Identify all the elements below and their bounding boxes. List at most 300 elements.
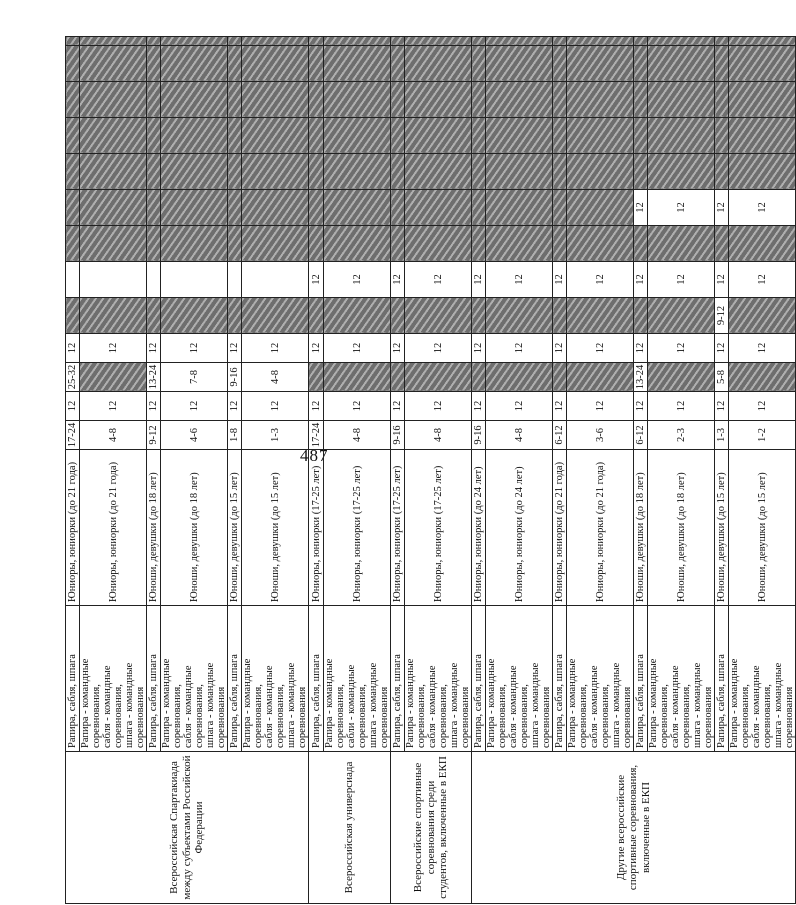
age-group-cell: Юноши, девушки (до 18 лет) xyxy=(648,450,715,606)
value-cell xyxy=(648,118,715,154)
value-cell: 1-8 xyxy=(228,421,242,450)
value-cell: 12 xyxy=(228,392,242,421)
value-cell: 4-6 xyxy=(161,421,228,450)
value-cell: 12 xyxy=(553,262,567,298)
value-cell xyxy=(147,154,161,190)
value-cell xyxy=(634,37,648,46)
value-cell xyxy=(309,363,324,392)
value-cell xyxy=(309,46,324,82)
value-cell xyxy=(472,118,486,154)
value-cell xyxy=(147,46,161,82)
discipline-line: Рапира, сабля, шпага xyxy=(473,654,484,748)
value-cell: 12 xyxy=(309,334,324,363)
classification-table xyxy=(65,36,796,904)
value-cell xyxy=(228,37,242,46)
discipline-line: сабля - командные соревнования, xyxy=(264,665,286,748)
value-cell: 12 xyxy=(567,392,634,421)
value-cell: 9-16 xyxy=(391,421,405,450)
value-cell xyxy=(405,154,472,190)
value-cell: 12 xyxy=(634,334,648,363)
value-cell xyxy=(391,46,405,82)
value-cell xyxy=(242,37,309,46)
value-cell xyxy=(309,118,324,154)
age-group-cell: Юноши, девушки (до 15 лет) xyxy=(729,450,796,606)
discipline-line: сабля - командные соревнования, xyxy=(102,665,124,748)
value-cell xyxy=(567,82,634,118)
value-cell xyxy=(242,298,309,334)
value-cell xyxy=(634,46,648,82)
value-cell: 4-8 xyxy=(405,421,472,450)
discipline-cell xyxy=(486,606,553,752)
value-cell: 12 xyxy=(729,392,796,421)
discipline-cell xyxy=(309,606,324,752)
value-cell xyxy=(147,298,161,334)
value-cell: 4-8 xyxy=(324,421,391,450)
value-cell xyxy=(715,37,729,46)
value-cell xyxy=(309,190,324,226)
value-cell xyxy=(228,46,242,82)
value-cell xyxy=(715,118,729,154)
age-group-cell: Юниоры, юниорки (17-25 лет) xyxy=(391,450,405,606)
value-cell xyxy=(242,46,309,82)
value-cell xyxy=(486,118,553,154)
value-cell xyxy=(729,118,796,154)
value-cell xyxy=(715,226,729,262)
value-cell: 12 xyxy=(729,190,796,226)
value-cell xyxy=(66,37,80,46)
value-cell: 12 xyxy=(634,262,648,298)
value-cell xyxy=(66,262,80,298)
discipline-line: шпага - командные соревнования xyxy=(449,662,471,748)
value-cell xyxy=(242,190,309,226)
discipline-cell xyxy=(634,606,648,752)
value-cell: 12 xyxy=(715,334,729,363)
value-cell xyxy=(242,262,309,298)
value-cell xyxy=(553,37,567,46)
value-cell xyxy=(553,298,567,334)
discipline-line: сабли - командные соревнования, xyxy=(346,664,368,748)
value-cell: 12 xyxy=(472,392,486,421)
value-cell xyxy=(634,298,648,334)
discipline-line: Рапира, сабля, шпага xyxy=(392,654,403,748)
value-cell: 9-12 xyxy=(715,298,729,334)
value-cell xyxy=(147,82,161,118)
discipline-line: Рапира - командные соревнования, xyxy=(324,658,346,748)
value-cell: 12 xyxy=(729,334,796,363)
discipline-line: шпага - командные соревнования xyxy=(205,662,227,748)
age-group-cell: Юноши, девушки (до 15 лет) xyxy=(715,450,729,606)
value-cell xyxy=(553,154,567,190)
discipline-line: Рапира - командные соревнования, xyxy=(486,658,508,748)
value-cell xyxy=(309,298,324,334)
value-cell xyxy=(391,363,405,392)
value-cell: 1-3 xyxy=(242,421,309,450)
category-cell: Другие всероссийские спортивные соревнования, включенные в ЕКП xyxy=(472,752,796,904)
value-cell xyxy=(66,118,80,154)
value-cell xyxy=(324,154,391,190)
value-cell: 12 xyxy=(309,262,324,298)
discipline-line: шпага - командные соревнования xyxy=(611,662,633,748)
value-cell: 12 xyxy=(324,392,391,421)
discipline-line: Рапира, сабля, шпага xyxy=(554,654,565,748)
value-cell: 17-24 xyxy=(309,421,324,450)
discipline-cell xyxy=(391,606,405,752)
age-group-cell: Юниоры, юниорки (17-25 лет) xyxy=(324,450,391,606)
discipline-line: Рапира - командные соревнования, xyxy=(80,658,102,748)
value-cell xyxy=(648,82,715,118)
value-cell xyxy=(324,46,391,82)
value-cell xyxy=(161,298,228,334)
value-cell xyxy=(391,118,405,154)
value-cell xyxy=(553,46,567,82)
value-cell xyxy=(391,154,405,190)
value-cell xyxy=(242,82,309,118)
value-cell xyxy=(648,298,715,334)
value-cell xyxy=(324,190,391,226)
value-cell xyxy=(553,190,567,226)
value-cell xyxy=(161,46,228,82)
value-cell xyxy=(161,37,228,46)
value-cell: 12 xyxy=(405,392,472,421)
value-cell xyxy=(242,226,309,262)
discipline-line: Рапира, сабля, шпага xyxy=(716,654,727,748)
value-cell xyxy=(80,118,147,154)
discipline-line: шпага - командные соревнования xyxy=(773,662,795,748)
value-cell: 12 xyxy=(715,392,729,421)
value-cell xyxy=(405,118,472,154)
value-cell: 12 xyxy=(242,334,309,363)
age-group-cell: Юниоры, юниорки (до 24 лет) xyxy=(472,450,486,606)
value-cell: 12 xyxy=(634,392,648,421)
value-cell xyxy=(486,82,553,118)
age-group-cell: Юниоры, юниорки (17-25 лет) xyxy=(405,450,472,606)
discipline-line: сабля - командные соревнования, xyxy=(670,665,692,748)
value-cell: 12 xyxy=(161,334,228,363)
value-cell: 12 xyxy=(486,262,553,298)
discipline-line: Рапира, сабля, шпага xyxy=(67,654,78,748)
value-cell xyxy=(147,226,161,262)
value-cell xyxy=(228,154,242,190)
discipline-line: сабля - командные соревнования, xyxy=(589,665,611,748)
value-cell: 12 xyxy=(391,392,405,421)
discipline-cell xyxy=(161,606,228,752)
value-cell xyxy=(486,37,553,46)
value-cell xyxy=(66,46,80,82)
value-cell xyxy=(648,226,715,262)
value-cell xyxy=(228,262,242,298)
value-cell xyxy=(648,154,715,190)
discipline-line: сабля - командные соревнования, xyxy=(183,665,205,748)
value-cell xyxy=(567,37,634,46)
value-cell: 4-8 xyxy=(242,363,309,392)
value-cell xyxy=(147,118,161,154)
discipline-line: Рапира - командные соревнования, xyxy=(567,658,589,748)
value-cell: 12 xyxy=(729,262,796,298)
value-cell xyxy=(80,190,147,226)
discipline-cell xyxy=(228,606,242,752)
value-cell xyxy=(715,82,729,118)
value-cell xyxy=(472,37,486,46)
discipline-line: Рапира, сабля, шпага xyxy=(635,654,646,748)
value-cell xyxy=(391,37,405,46)
discipline-line: сабля - командные соревнования, xyxy=(751,665,773,748)
value-cell: 12 xyxy=(405,334,472,363)
value-cell xyxy=(66,82,80,118)
table-row xyxy=(66,37,80,904)
value-cell xyxy=(405,46,472,82)
value-cell xyxy=(324,363,391,392)
value-cell xyxy=(648,363,715,392)
value-cell xyxy=(405,298,472,334)
page-number: 487 xyxy=(300,446,329,465)
value-cell: 12 xyxy=(648,190,715,226)
value-cell xyxy=(66,190,80,226)
value-cell xyxy=(242,118,309,154)
value-cell xyxy=(161,226,228,262)
value-cell xyxy=(567,190,634,226)
value-cell xyxy=(66,298,80,334)
discipline-line: Рапира - командные соревнования, xyxy=(242,658,264,748)
value-cell xyxy=(228,82,242,118)
value-cell: 12 xyxy=(648,334,715,363)
discipline-cell xyxy=(729,606,796,752)
value-cell xyxy=(405,363,472,392)
value-cell: 12 xyxy=(472,262,486,298)
discipline-cell xyxy=(66,606,80,752)
age-group-cell: Юноши, девушки (до 15 лет) xyxy=(228,450,242,606)
value-cell xyxy=(309,82,324,118)
value-cell xyxy=(472,226,486,262)
discipline-line: сабля - командные соревнования, xyxy=(427,665,449,748)
value-cell xyxy=(472,82,486,118)
value-cell xyxy=(486,226,553,262)
age-group-cell: Юниоры, юниорки (17-25 лет) xyxy=(309,450,324,606)
value-cell xyxy=(324,298,391,334)
value-cell xyxy=(715,154,729,190)
value-cell xyxy=(80,82,147,118)
value-cell xyxy=(147,190,161,226)
value-cell xyxy=(486,190,553,226)
category-cell: Всероссийская универсиада xyxy=(309,752,391,904)
value-cell xyxy=(472,154,486,190)
category-cell: Всероссийская Спартакиада между субъектами Российской Федерации xyxy=(66,752,309,904)
value-cell xyxy=(405,190,472,226)
value-cell: 12 xyxy=(634,190,648,226)
value-cell xyxy=(634,118,648,154)
value-cell: 12 xyxy=(80,392,147,421)
value-cell xyxy=(648,37,715,46)
value-cell: 12 xyxy=(80,334,147,363)
value-cell: 2-3 xyxy=(648,421,715,450)
table-rotation-frame xyxy=(65,37,795,904)
discipline-line: Рапира - командные соревнования, xyxy=(729,658,751,748)
value-cell xyxy=(486,363,553,392)
value-cell xyxy=(80,154,147,190)
value-cell xyxy=(324,226,391,262)
discipline-line: Рапира - командные соревнования, xyxy=(405,658,427,748)
value-cell: 12 xyxy=(567,262,634,298)
discipline-line: Рапира, сабля, шпага xyxy=(310,654,322,748)
value-cell xyxy=(66,154,80,190)
value-cell xyxy=(391,190,405,226)
value-cell: 17-24 xyxy=(66,421,80,450)
value-cell xyxy=(309,226,324,262)
value-cell xyxy=(80,46,147,82)
age-group-cell: Юниоры, юниорки (до 21 года) xyxy=(553,450,567,606)
age-group-cell: Юниоры, юниорки (до 24 лет) xyxy=(486,450,553,606)
value-cell: 12 xyxy=(648,392,715,421)
value-cell xyxy=(553,118,567,154)
age-group-cell: Юноши, девушки (до 18 лет) xyxy=(634,450,648,606)
value-cell xyxy=(567,154,634,190)
value-cell: 1-3 xyxy=(715,421,729,450)
discipline-cell xyxy=(324,606,391,752)
value-cell xyxy=(553,226,567,262)
value-cell xyxy=(567,298,634,334)
value-cell xyxy=(309,154,324,190)
value-cell: 12 xyxy=(324,262,391,298)
value-cell xyxy=(567,46,634,82)
discipline-line: Рапира - командные соревнования, xyxy=(161,658,183,748)
value-cell: 3-6 xyxy=(567,421,634,450)
value-cell: 12 xyxy=(567,334,634,363)
value-cell xyxy=(309,37,324,46)
value-cell: 12 xyxy=(391,262,405,298)
table-row xyxy=(309,37,324,904)
value-cell xyxy=(729,363,796,392)
value-cell xyxy=(161,118,228,154)
value-cell xyxy=(391,226,405,262)
value-cell xyxy=(391,298,405,334)
age-group-cell: Юниоры, юниорки (до 21 года) xyxy=(567,450,634,606)
value-cell: 12 xyxy=(66,392,80,421)
value-cell xyxy=(729,154,796,190)
value-cell: 12 xyxy=(147,334,161,363)
value-cell: 12 xyxy=(391,334,405,363)
discipline-cell xyxy=(553,606,567,752)
value-cell xyxy=(80,37,147,46)
value-cell: 4-8 xyxy=(80,421,147,450)
value-cell xyxy=(715,46,729,82)
value-cell xyxy=(147,37,161,46)
value-cell xyxy=(161,190,228,226)
category-cell: Всероссийские спортивные соревнования среди студентов, включенные в ЕКП xyxy=(391,752,472,904)
value-cell: 12 xyxy=(648,262,715,298)
value-cell xyxy=(228,226,242,262)
value-cell: 12 xyxy=(66,334,80,363)
value-cell: 12 xyxy=(553,334,567,363)
value-cell: 12 xyxy=(472,334,486,363)
value-cell xyxy=(472,190,486,226)
value-cell: 12 xyxy=(324,334,391,363)
value-cell xyxy=(405,37,472,46)
value-cell xyxy=(729,37,796,46)
value-cell: 4-8 xyxy=(486,421,553,450)
table-row xyxy=(472,37,486,904)
value-cell xyxy=(228,190,242,226)
value-cell xyxy=(729,226,796,262)
value-cell xyxy=(405,82,472,118)
age-group-cell: Юноши, девушки (до 18 лет) xyxy=(161,450,228,606)
value-cell: 12 xyxy=(309,392,324,421)
discipline-line: Рапира, сабля, шпага xyxy=(229,654,240,748)
value-cell xyxy=(80,262,147,298)
discipline-cell xyxy=(80,606,147,752)
discipline-cell xyxy=(405,606,472,752)
value-cell xyxy=(729,82,796,118)
discipline-cell xyxy=(472,606,486,752)
discipline-cell xyxy=(648,606,715,752)
value-cell xyxy=(161,154,228,190)
value-cell xyxy=(486,298,553,334)
value-cell xyxy=(634,226,648,262)
value-cell xyxy=(80,226,147,262)
value-cell: 5-8 xyxy=(715,363,729,392)
discipline-cell xyxy=(242,606,309,752)
value-cell xyxy=(324,82,391,118)
value-cell xyxy=(391,82,405,118)
value-cell xyxy=(553,82,567,118)
value-cell xyxy=(567,118,634,154)
value-cell: 12 xyxy=(553,392,567,421)
value-cell xyxy=(634,154,648,190)
value-cell xyxy=(486,46,553,82)
value-cell: 12 xyxy=(161,392,228,421)
discipline-cell xyxy=(715,606,729,752)
value-cell: 6-12 xyxy=(634,421,648,450)
value-cell xyxy=(472,46,486,82)
age-group-cell: Юниоры, юниорки (до 21 года) xyxy=(66,450,80,606)
discipline-line: шпага - командные соревнования xyxy=(124,662,146,748)
value-cell: 13-24 xyxy=(634,363,648,392)
age-group-cell: Юноши, девушки (до 18 лет) xyxy=(147,450,161,606)
discipline-line: сабля - командные соревнования, xyxy=(508,665,530,748)
value-cell: 12 xyxy=(147,392,161,421)
value-cell xyxy=(729,46,796,82)
value-cell xyxy=(567,226,634,262)
discipline-line: шпага - командные соревнования xyxy=(530,662,552,748)
value-cell: 6-12 xyxy=(553,421,567,450)
value-cell xyxy=(648,46,715,82)
value-cell xyxy=(66,226,80,262)
value-cell xyxy=(161,262,228,298)
value-cell: 12 xyxy=(405,262,472,298)
value-cell xyxy=(729,298,796,334)
discipline-line: шпага - командные соревнования xyxy=(368,662,390,748)
value-cell xyxy=(324,37,391,46)
discipline-cell xyxy=(567,606,634,752)
value-cell: 12 xyxy=(715,190,729,226)
discipline-line: Рапира, сабля, шпага xyxy=(148,654,159,748)
value-cell xyxy=(161,82,228,118)
value-cell: 12 xyxy=(715,262,729,298)
value-cell xyxy=(80,363,147,392)
value-cell: 1-2 xyxy=(729,421,796,450)
discipline-line: шпага - командные соревнования xyxy=(692,662,714,748)
value-cell xyxy=(242,154,309,190)
value-cell xyxy=(472,298,486,334)
value-cell: 12 xyxy=(242,392,309,421)
age-group-cell: Юноши, девушки (до 15 лет) xyxy=(242,450,309,606)
discipline-line: шпага - командные соревнования xyxy=(286,662,308,748)
value-cell xyxy=(405,226,472,262)
value-cell xyxy=(324,118,391,154)
value-cell xyxy=(553,363,567,392)
value-cell xyxy=(228,298,242,334)
value-cell xyxy=(472,363,486,392)
table-body xyxy=(66,37,796,904)
value-cell xyxy=(634,82,648,118)
